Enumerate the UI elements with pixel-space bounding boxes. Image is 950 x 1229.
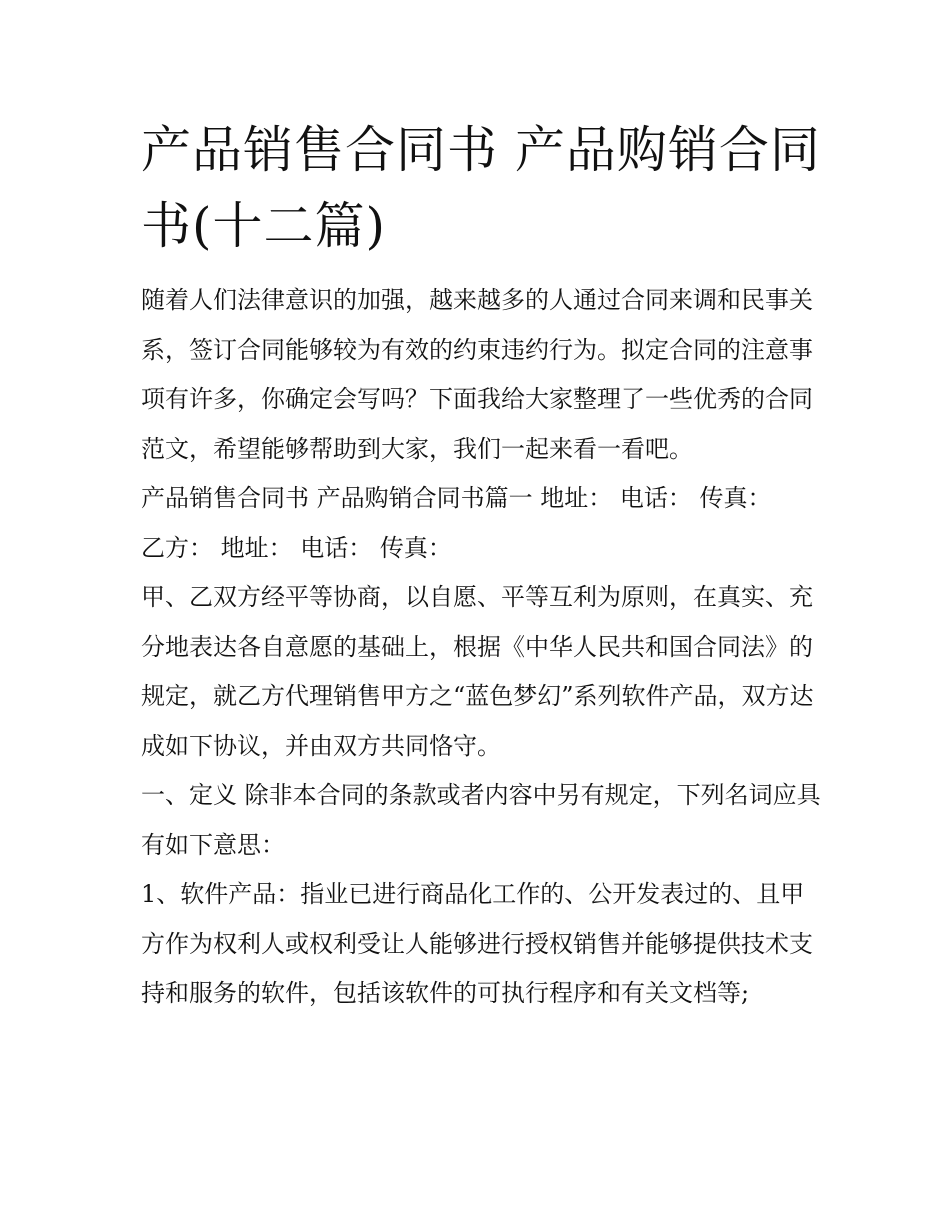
paragraph-definitions: 一、定义 除非本合同的条款或者内容中另有规定，下列名词应具有如下意思： <box>141 781 821 859</box>
document-title: 产品销售合同书 产品购销合同书(十二篇) <box>141 121 821 255</box>
paragraph-party-b-info: 乙方： 地址： 电话： 传真： <box>141 533 452 562</box>
paragraph-agreement-basis: 甲、乙双方经平等协商，以自愿、平等互利为原则，在真实、充分地表达各自意愿的基础上，根据《中华人民共和国合同法》的规定，就乙方代理销售甲方之“蓝色梦幻”系列软件产品，双方达成如下协议，并由双方共同恪守。 <box>141 583 814 760</box>
paragraph-intro: 随着人们法律意识的加强，越来越多的人通过合同来调和民事关系，签订合同能够较为有效的约束违约行为。拟定合同的注意事项有许多，你确定会写吗？下面我给大家整理了一些优秀的合同范文，希望能够帮助到大家，我们一起来看一看吧。 <box>141 286 813 463</box>
paragraph-party-a-info: 产品销售合同书 产品购销合同书篇一 地址： 电话： 传真： <box>141 484 772 512</box>
paragraph-software-product: 1、软件产品：指业已进行商品化工作的、公开发表过的、且甲方作为权利人或权利受让人能够进行授权销售并能够提供技术支持和服务的软件，包括该软件的可执行程序和有关文档等; <box>141 880 813 1007</box>
document-body <box>141 112 821 1019</box>
